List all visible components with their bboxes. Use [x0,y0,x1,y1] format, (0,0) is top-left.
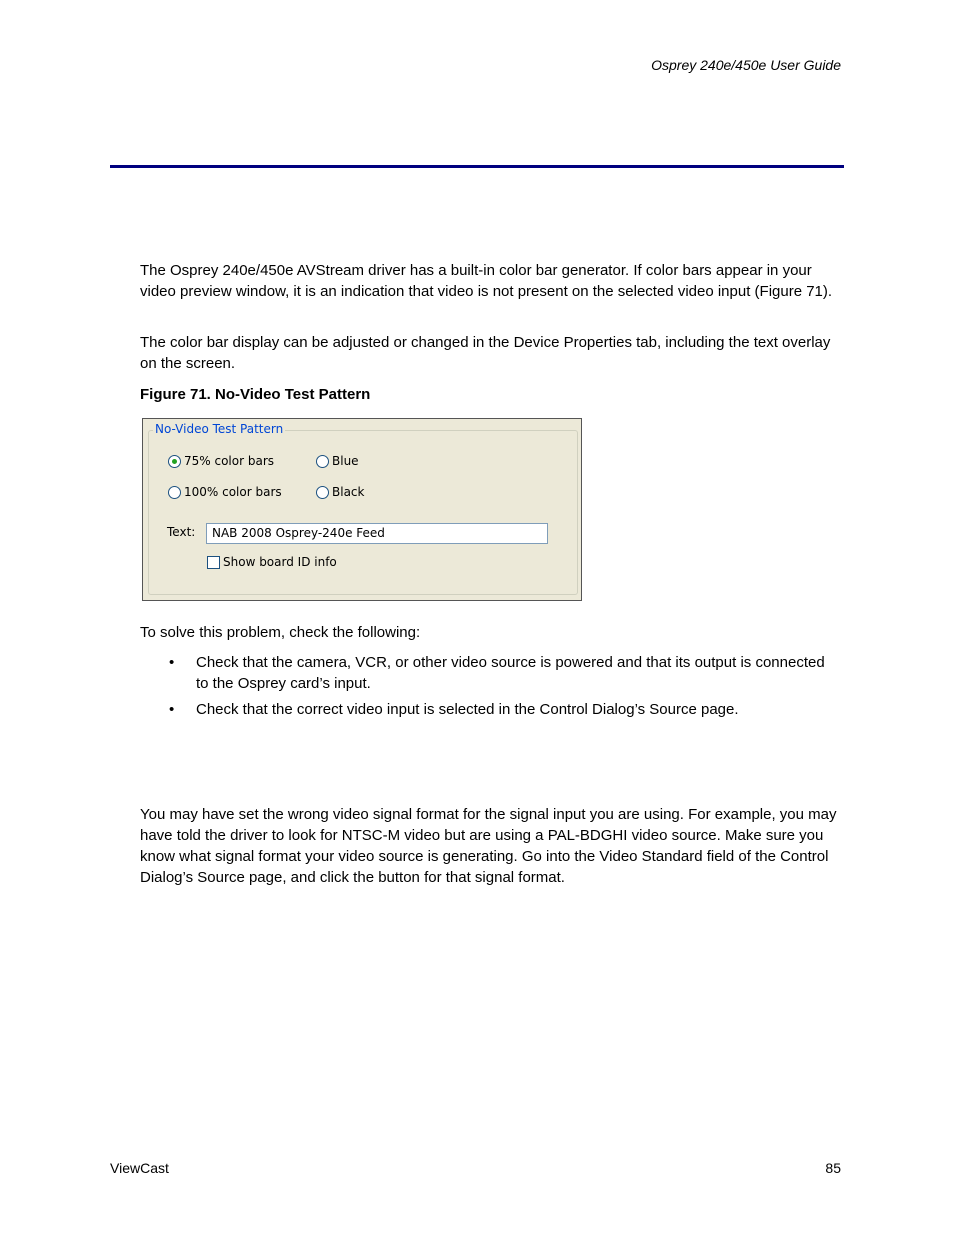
list-item: • Check that the correct video input is selected in the Control Dialog’s Source page. [140,699,840,720]
paragraph-intro: The Osprey 240e/450e AVStream driver has a built-in color bar generator. If color bars appear in your video preview window, it is an indication that video is not present on the selected video input (Figure 71). [140,262,833,300]
radio-blue-label: Blue [332,454,359,468]
footer-company: ViewCast [110,1160,169,1176]
radio-100-indicator[interactable] [168,486,181,499]
radio-blue-indicator[interactable] [316,455,329,468]
radio-100-color-bars[interactable] [168,484,282,500]
troubleshooting-list [140,652,840,725]
paragraph-adjust: The color bar display can be adjusted or changed in the Device Properties tab, including the text overlay on the screen. [140,334,831,372]
figure-caption: Figure 71. No-Video Test Pattern [140,386,371,403]
show-board-id-checkbox-box[interactable] [207,556,220,569]
text-label: Text: [167,525,196,539]
radio-black[interactable] [316,484,364,500]
paragraph-signal-format: You may have set the wrong video signal format for the signal input you are using. For example, you may have told the driver to look for NTSC-M video but are using a PAL-BDGHI video source. Make sure you know what signal format your video source is generating. Go into the Video Standard field of the Control Dialog’s Source page, and click the button for that signal format. [140,806,837,886]
text-overlay-input[interactable]: NAB 2008 Osprey-240e Feed [206,523,548,544]
running-header: Osprey 240e/450e User Guide [651,57,841,73]
radio-blue[interactable] [316,453,359,469]
radio-black-indicator[interactable] [316,486,329,499]
group-title: No-Video Test Pattern [155,422,284,436]
section-rule [110,165,844,168]
radio-75-indicator[interactable] [168,455,181,468]
radio-75-label: 75% color bars [184,454,275,468]
radio-75-color-bars[interactable] [168,453,274,469]
radio-black-label: Black [332,485,365,499]
figure-no-video-test-pattern [142,418,582,601]
show-board-id-label: Show board ID info [223,555,337,569]
show-board-id-checkbox[interactable] [207,554,337,570]
list-item: • Check that the camera, VCR, or other video source is powered and that its output is connected to the Osprey card’s input. [140,652,840,694]
radio-100-label: 100% color bars [184,485,282,499]
paragraph-check-intro: To solve this problem, check the following: [140,624,421,641]
footer-page-number: 85 [825,1160,841,1176]
